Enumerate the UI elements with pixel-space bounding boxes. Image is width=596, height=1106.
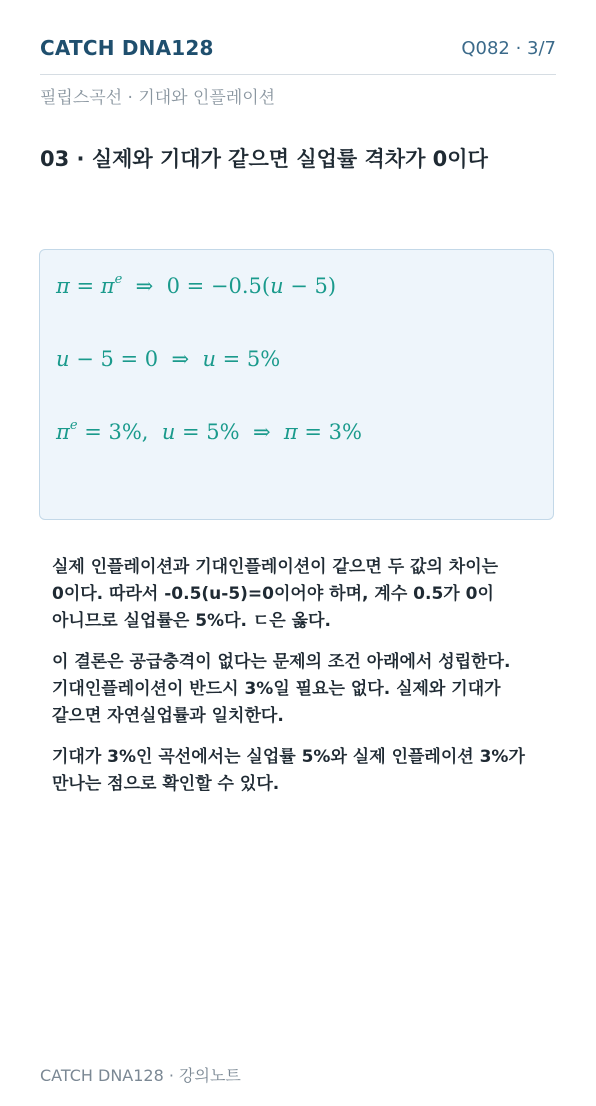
explanation-paragraph-1: 실제 인플레이션과 기대인플레이션이 같으면 두 값의 차이는 0이다. 따라서 -0.5(u-5)=0이어야 하며, 계수 0.5가 0이 아니므로 실업률은 5%다. ㄷ은 옳다. [52,557,499,631]
page-header [40,34,556,75]
question-counter: Q082 · 3/7 [461,38,556,59]
topic-subtitle: 필립스곡선 · 기대와 인플레이션 [40,88,276,108]
page-footer: CATCH DNA128 · 강의노트 [40,1066,241,1085]
brand-title: CATCH DNA128 [40,36,214,60]
formula-line-2: u − 5 = 0 ⇒ u = 5% [56,347,281,371]
formula-line-1: $\pi = \pi^e$ ⇒ 0 = −0.5(u − 5) [56,272,337,298]
formula-line-3: $\pi^e = 3\%$, u = 5% ⇒ π = 3% [56,418,362,444]
explanation-paragraph-2: 이 결론은 공급충격이 없다는 문제의 조건 아래에서 성립한다. 기대인플레이션이 반드시 3%일 필요는 없다. 실제와 기대가 같으면 자연실업률과 일치한다. [52,652,511,726]
section-title: 03 · 실제와 기대가 같으면 실업률 격차가 0이다 [40,147,488,171]
formula-box [39,249,554,520]
explanation-paragraph-3: 기대가 3%인 곡선에서는 실업률 5%와 실제 인플레이션 3%가 만나는 점으로 확인할 수 있다. [52,747,525,794]
